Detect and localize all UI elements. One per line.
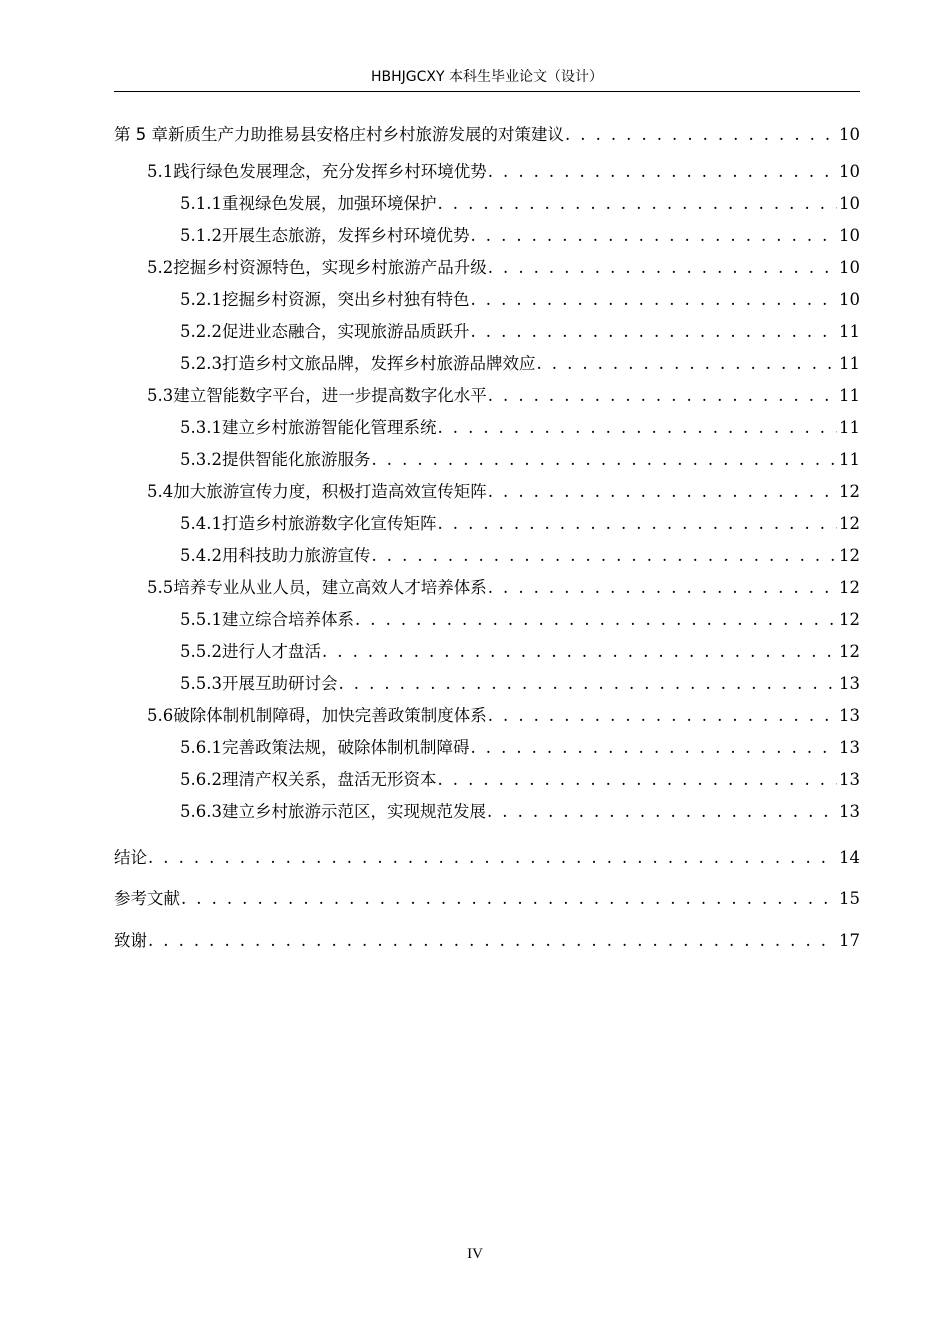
toc-entry-page: 11 — [839, 417, 860, 437]
toc-entry[interactable] — [114, 476, 860, 508]
toc-dot-leader — [470, 284, 837, 316]
toc-entry-title: 打造乡村旅游数字化宣传矩阵 — [221, 513, 437, 533]
toc-entry-title: 打造乡村文旅品牌，发挥乡村旅游品牌效应 — [221, 353, 536, 373]
toc-entry-title: 加大旅游宣传力度，积极打造高效宣传矩阵 — [173, 481, 487, 501]
toc-entry-number: 5.6.3 — [180, 801, 222, 821]
toc-dot-leader — [536, 348, 837, 380]
toc-entry-page: 10 — [839, 161, 860, 181]
header-divider — [114, 91, 860, 92]
toc-entry[interactable] — [114, 252, 860, 284]
toc-entry-page: 10 — [839, 257, 860, 277]
toc-entry-number: 5.2.1 — [180, 289, 222, 309]
toc-dot-leader — [322, 636, 837, 668]
toc-entry-title: 进行人才盘活 — [221, 641, 321, 661]
toc-entry-title: 完善政策法规，破除体制机制障碍 — [221, 737, 470, 757]
toc-dot-leader — [488, 572, 837, 604]
toc-entry-page: 12 — [839, 545, 860, 565]
toc-dot-leader — [437, 764, 837, 796]
toc-entry-title: 挖掘乡村资源特色，实现乡村旅游产品升级 — [173, 257, 487, 277]
toc-dot-leader — [355, 604, 837, 636]
toc-entry-title: 结论 — [114, 847, 147, 867]
toc-entry-number: 5.4.1 — [180, 513, 222, 533]
toc-dot-leader — [437, 188, 837, 220]
toc-entry-number: 5.5.1 — [180, 609, 222, 629]
toc-entry-number: 5.2.2 — [180, 321, 222, 341]
toc-entry[interactable] — [114, 878, 860, 920]
toc-entry-page: 17 — [839, 930, 860, 950]
toc-entry-title: 培养专业从业人员，建立高效人才培养体系 — [173, 577, 487, 597]
toc-entry[interactable] — [114, 220, 860, 252]
toc-entry-title: 建立综合培养体系 — [221, 609, 354, 629]
toc-entry[interactable] — [114, 380, 860, 412]
toc-entry-number: 5.3 — [147, 385, 174, 405]
toc-entry-title: 开展生态旅游，发挥乡村环境优势 — [221, 225, 470, 245]
toc-entry-title: 践行绿色发展理念，充分发挥乡村环境优势 — [173, 161, 487, 181]
toc-entry-page: 13 — [839, 705, 860, 725]
toc-entry[interactable] — [114, 114, 860, 156]
toc-entry-page: 13 — [839, 673, 860, 693]
toc-entry-page: 15 — [839, 889, 860, 908]
toc-entry-page: 10 — [839, 125, 860, 144]
toc-entry[interactable] — [114, 188, 860, 220]
toc-dot-leader — [470, 316, 837, 348]
toc-entry-number: 5.5 — [147, 577, 174, 597]
table-of-contents — [114, 114, 860, 961]
toc-entry[interactable] — [114, 920, 860, 962]
toc-entry-page: 12 — [839, 513, 860, 533]
toc-entry-page: 10 — [839, 289, 860, 309]
toc-entry[interactable] — [114, 284, 860, 316]
toc-entry[interactable] — [114, 508, 860, 540]
toc-entry-page: 13 — [839, 737, 860, 757]
toc-entry-page: 13 — [839, 769, 860, 789]
toc-dot-leader — [488, 156, 837, 188]
toc-entry-title: 挖掘乡村资源，突出乡村独有特色 — [221, 289, 470, 309]
toc-dot-leader — [470, 732, 837, 764]
toc-entry[interactable] — [114, 604, 860, 636]
toc-entry-number: 5.6.2 — [180, 769, 222, 789]
toc-entry-number: 5.2 — [147, 257, 174, 277]
toc-dot-leader — [487, 796, 837, 828]
toc-entry-number: 5.6.1 — [180, 737, 222, 757]
toc-entry-title: 促进业态融合，实现旅游品质跃升 — [221, 321, 470, 341]
toc-dot-leader — [488, 700, 837, 732]
toc-dot-leader — [488, 476, 837, 508]
toc-entry-page: 11 — [839, 321, 860, 341]
toc-entry-title: 新质生产力助推易县安格庄村乡村旅游发展的对策建议 — [168, 125, 564, 144]
page-number: IV — [467, 1246, 483, 1262]
toc-entry-page: 12 — [839, 609, 860, 629]
toc-entry[interactable] — [114, 540, 860, 572]
toc-dot-leader — [371, 444, 837, 476]
toc-dot-leader — [148, 920, 837, 962]
toc-entry-number: 5.6 — [147, 705, 174, 725]
toc-entry-title: 理清产权关系，盘活无形资本 — [221, 769, 437, 789]
toc-entry[interactable] — [114, 700, 860, 732]
toc-dot-leader — [565, 114, 837, 156]
toc-entry[interactable] — [114, 572, 860, 604]
toc-entry-title: 用科技助力旅游宣传 — [221, 545, 371, 565]
toc-entry-title: 建立乡村旅游示范区，实现规范发展 — [221, 801, 486, 821]
toc-entry-page: 10 — [839, 225, 860, 245]
toc-entry-page: 11 — [839, 449, 860, 469]
toc-entry[interactable] — [114, 348, 860, 380]
toc-entry[interactable] — [114, 796, 860, 828]
toc-dot-leader — [148, 837, 837, 879]
toc-entry-title: 建立智能数字平台，进一步提高数字化水平 — [173, 385, 487, 405]
toc-entry-number: 5.1.2 — [180, 225, 222, 245]
toc-entry[interactable] — [114, 732, 860, 764]
toc-entry-number: 5.2.3 — [180, 353, 222, 373]
toc-entry-page: 14 — [839, 847, 860, 867]
toc-entry-page: 12 — [839, 481, 860, 501]
toc-entry-title: 重视绿色发展，加强环境保护 — [221, 193, 437, 213]
toc-entry-title: 开展互助研讨会 — [221, 673, 338, 693]
toc-entry-number: 5.3.2 — [180, 449, 222, 469]
toc-entry-page: 11 — [839, 385, 860, 405]
toc-dot-leader — [488, 380, 837, 412]
toc-entry-number: 5.1 — [147, 161, 174, 181]
toc-dot-leader — [437, 412, 837, 444]
toc-entry-number: 第 5 章 — [114, 125, 168, 144]
toc-entry[interactable] — [114, 444, 860, 476]
toc-entry-number: 5.5.3 — [180, 673, 222, 693]
toc-entry-page: 12 — [839, 641, 860, 661]
toc-entry-number: 5.3.1 — [180, 417, 222, 437]
toc-entry-page: 13 — [839, 801, 860, 821]
toc-entry-page: 12 — [839, 577, 860, 597]
toc-dot-leader — [338, 668, 837, 700]
toc-entry-title: 破除体制机制障碍，加快完善政策制度体系 — [173, 705, 487, 725]
toc-entry-page: 10 — [839, 193, 860, 213]
toc-entry[interactable] — [114, 764, 860, 796]
toc-entry[interactable] — [114, 156, 860, 188]
toc-entry[interactable] — [114, 668, 860, 700]
toc-dot-leader — [470, 220, 837, 252]
toc-entry-title: 提供智能化旅游服务 — [221, 449, 371, 469]
page-header: HBHJGCXY 本科生毕业论文（设计） — [370, 69, 603, 85]
toc-entry-title: 参考文献 — [114, 889, 180, 908]
toc-entry-title: 致谢 — [114, 930, 147, 950]
toc-dot-leader — [371, 540, 837, 572]
toc-entry[interactable] — [114, 837, 860, 879]
toc-entry[interactable] — [114, 316, 860, 348]
toc-dot-leader — [437, 508, 837, 540]
toc-entry-page: 11 — [839, 353, 860, 373]
toc-entry-number: 5.5.2 — [180, 641, 222, 661]
toc-dot-leader — [488, 252, 837, 284]
toc-entry-number: 5.4 — [147, 481, 174, 501]
toc-entry-title: 建立乡村旅游智能化管理系统 — [221, 417, 437, 437]
toc-entry[interactable] — [114, 412, 860, 444]
toc-entry-number: 5.1.1 — [180, 193, 222, 213]
toc-entry-number: 5.4.2 — [180, 545, 222, 565]
toc-entry[interactable] — [114, 636, 860, 668]
toc-dot-leader — [181, 878, 837, 920]
